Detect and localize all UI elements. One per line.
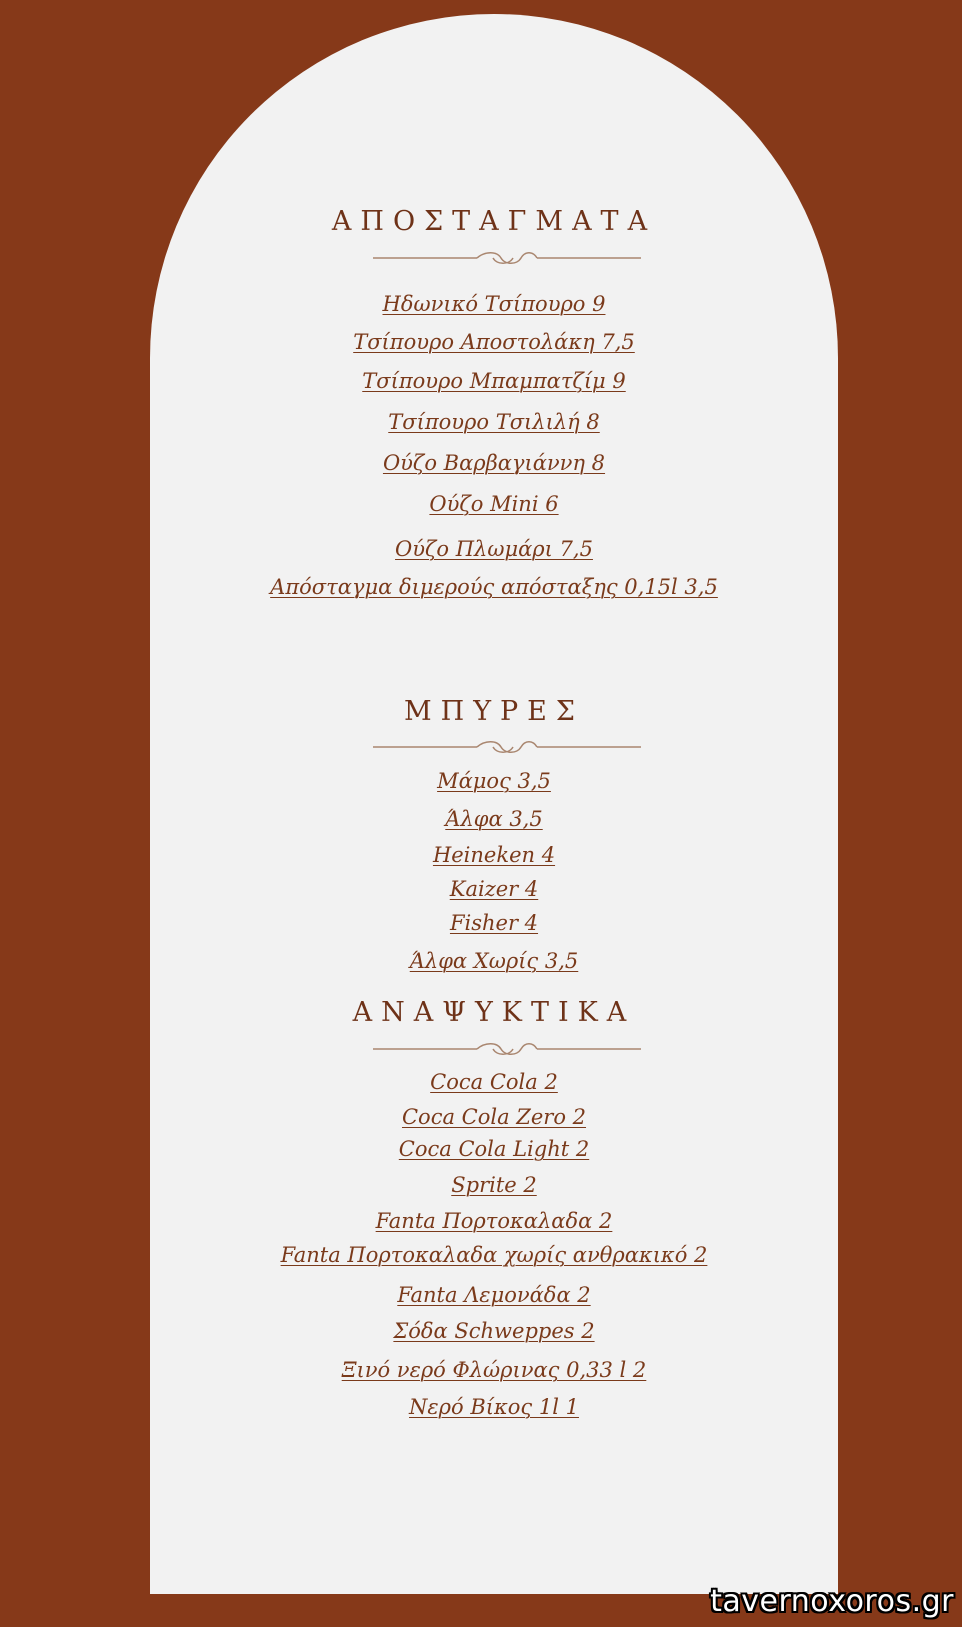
menu-item: Fisher 4 xyxy=(449,911,539,935)
section-title-beers: ΜΠΥΡΕΣ xyxy=(404,696,584,727)
ornament-divider-icon xyxy=(373,250,641,266)
menu-item: Ούζο Βαρβαγιάννη 8 xyxy=(382,451,606,475)
ornament-divider-icon xyxy=(373,739,641,755)
menu-item: Μάμος 3,5 xyxy=(437,769,551,793)
menu-item: Τσίπουρο Μπαμπατζίμ 9 xyxy=(362,369,626,393)
menu-item: Ούζο Πλωμάρι 7,5 xyxy=(395,537,593,561)
menu-item: Ξινό νερό Φλώρινας 0,33 l 2 xyxy=(341,1358,647,1382)
menu-item: Ούζο Mini 6 xyxy=(429,492,559,516)
menu-item: Fanta Πορτοκαλαδα 2 xyxy=(375,1209,613,1233)
menu-item: Τσίπουρο Αποστολάκη 7,5 xyxy=(353,330,635,354)
menu-item: Sprite 2 xyxy=(451,1173,537,1197)
menu-item: Heineken 4 xyxy=(432,843,556,867)
menu-item: Coca Cola Zero 2 xyxy=(401,1105,587,1129)
menu-item: Απόσταγμα διμερούς απόσταξης 0,15l 3,5 xyxy=(270,575,718,599)
menu-item: Σόδα Schweppes 2 xyxy=(393,1319,595,1343)
section-title-spirits: ΑΠΟΣΤΑΓΜΑΤΑ xyxy=(331,206,657,237)
menu-item: Άλφα Χωρίς 3,5 xyxy=(409,949,579,973)
menu-item: Fanta Πορτοκαλαδα χωρίς ανθρακικό 2 xyxy=(280,1243,708,1267)
menu-item: Coca Cola Light 2 xyxy=(398,1137,590,1161)
site-watermark: tavernoxoros.gr xyxy=(710,1584,954,1619)
menu-item: Νερό Βίκος 1l 1 xyxy=(409,1395,579,1419)
menu-item: Coca Cola 2 xyxy=(430,1070,558,1094)
ornament-divider-icon xyxy=(373,1041,641,1057)
section-title-soft-drinks: ΑΝΑΨΥΚΤΙΚΑ xyxy=(352,997,636,1028)
menu-item: Τσίπουρο Τσιλιλή 8 xyxy=(388,410,600,434)
menu-item: Ηδωνικό Τσίπουρο 9 xyxy=(382,292,606,316)
menu-item: Άλφα 3,5 xyxy=(445,807,543,831)
menu-item: Kaizer 4 xyxy=(449,877,539,901)
menu-item: Fanta Λεμονάδα 2 xyxy=(397,1283,591,1307)
